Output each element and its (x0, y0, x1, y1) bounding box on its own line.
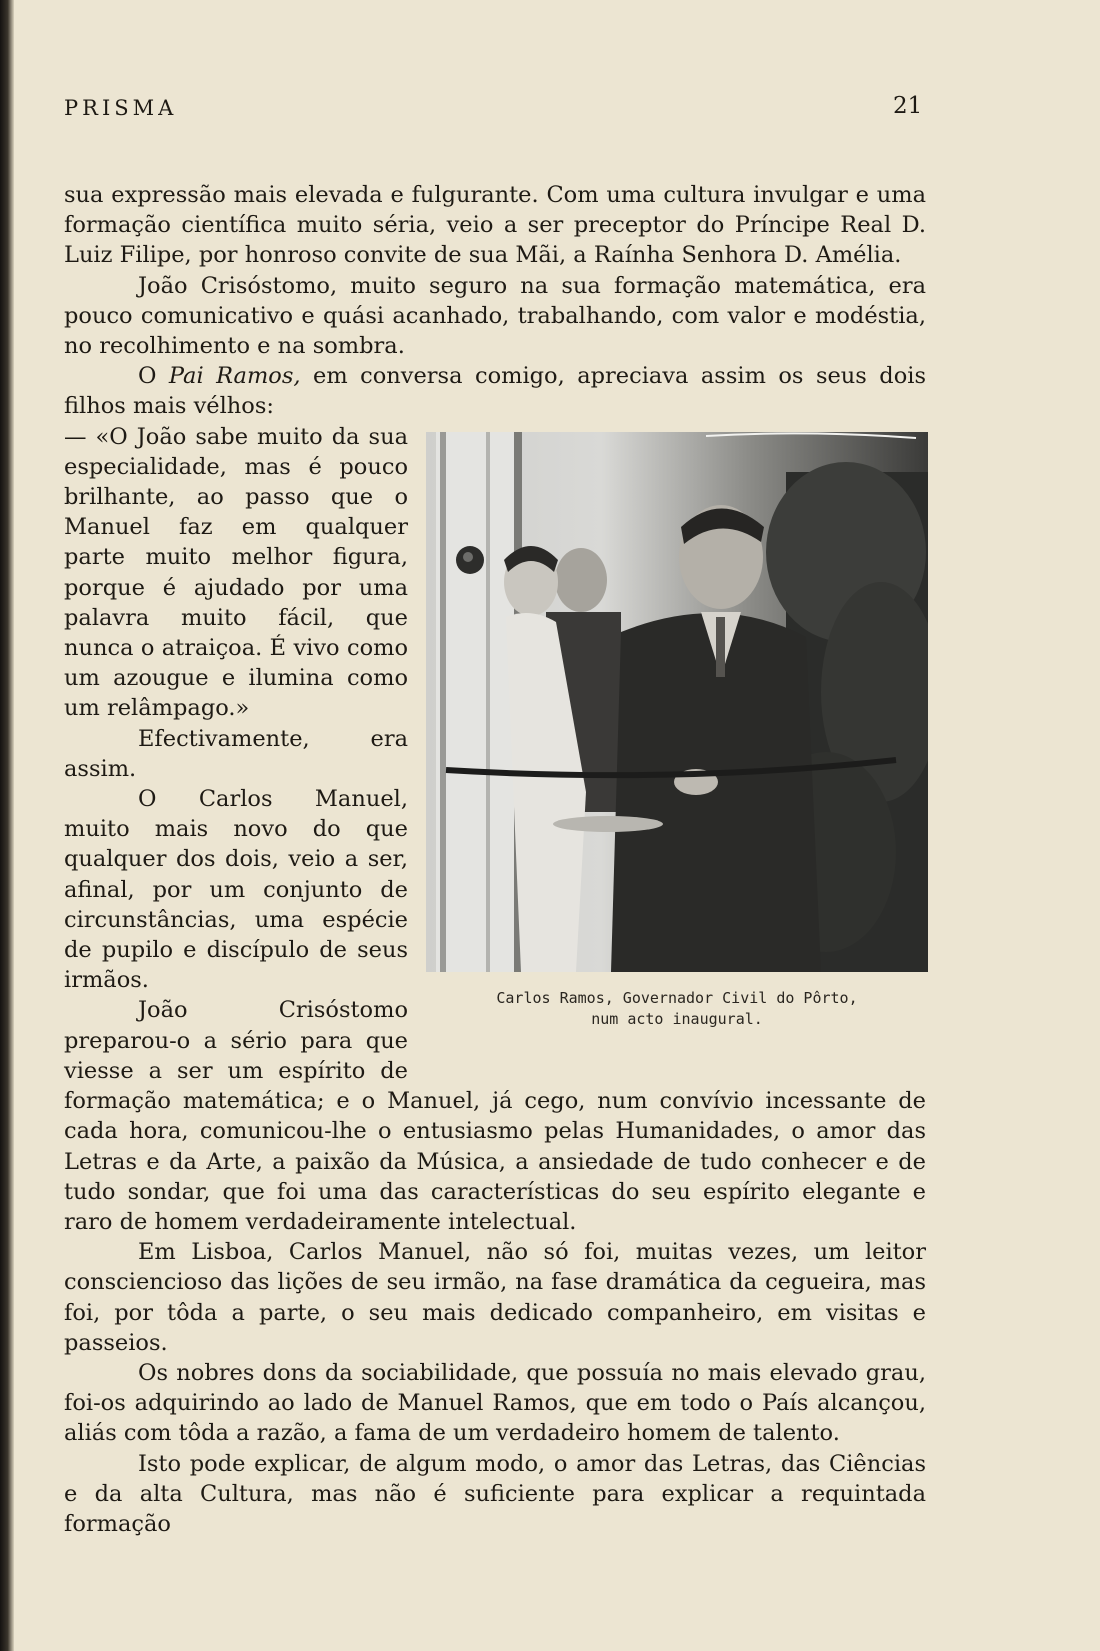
photograph (426, 432, 928, 972)
paragraph: Os nobres dons da sociabilidade, que possuía no mais elevado grau, foi-os adquirindo ao lado de Manuel Ramos, que em todo o País alcançou, aliás com tôda a razão, a fama de um verdadeiro homem de talento. (64, 1359, 926, 1447)
photo-figure (426, 432, 928, 1077)
photo-caption (426, 988, 928, 1030)
paragraph: Isto pode explicar, de algum modo, o amor das Letras, das Ciências e da alta Cultura, mas não é suficiente para explicar a requintada formação (64, 1450, 926, 1537)
photograph-image (426, 432, 928, 972)
paragraph (64, 361, 926, 421)
page-number: 21 (893, 93, 923, 119)
paragraph: sua expressão mais elevada e fulgurante. Com uma cultura invulgar e uma formação científica muito séria, veio a ser preceptor do Príncipe Real D. Luiz Filipe, por honroso convite de sua Mãi, a Raínha Senhora D. Amélia. (64, 182, 926, 269)
paragraph-lead: O (138, 363, 169, 390)
book-gutter (0, 0, 14, 1651)
paragraph: João Crisóstomo, muito seguro na sua formação matemática, era pouco comunicativo e quási acanhado, trabalhando, com valor e modéstia, no recolhimento e na sombra. (64, 272, 926, 360)
paragraph: — «O João sabe muito da sua especialidade, mas é pouco brilhante, ao passo que o Manuel faz em qualquer parte muito melhor figura, porque é ajudado por uma palavra muito fácil, que nunca o atraiçoa. É vivo como um azougue e ilumina como um relâmpago.» (64, 423, 408, 722)
paragraph: João Crisóstomo preparou-o a sério para que viesse a ser um espírito de formação matemática; e o Manuel, já cego, num convívio incessante de cada hora, comunicou-lhe o entusiasmo pelas Humanidades, o amor das Letras e da Arte, a paixão da Música, a ansiedade de tudo conhecer e de tudo sondar, que foi uma das características do seu espírito elegante e raro de homem verdadeiramente intelectual. (64, 997, 926, 1235)
running-header: PRISMA (64, 96, 178, 120)
paragraph: O Carlos Manuel, muito mais novo do que qualquer dos dois, veio a ser, afinal, por um conjunto de circunstâncias, uma espécie de pupilo e discípulo de seus irmãos. (64, 786, 408, 994)
italic-name: Pai Ramos, (168, 363, 301, 390)
caption-line: num acto inaugural. (591, 1009, 763, 1028)
paragraph-rest: em conversa comigo, apreciava assim os seus dois filhos mais vélhos: (64, 363, 926, 420)
caption-line: Carlos Ramos, Governador Civil do Pôrto, (496, 988, 858, 1007)
article-body (64, 180, 926, 1539)
paragraph: Efectivamente, era assim. (64, 725, 408, 782)
paragraph: Em Lisboa, Carlos Manuel, não só foi, muitas vezes, um leitor consciencioso das lições de seu irmão, na fase dramática da cegueira, mas foi, por tôda a parte, o seu mais dedicado companheiro, em visitas e passeios. (64, 1239, 926, 1356)
